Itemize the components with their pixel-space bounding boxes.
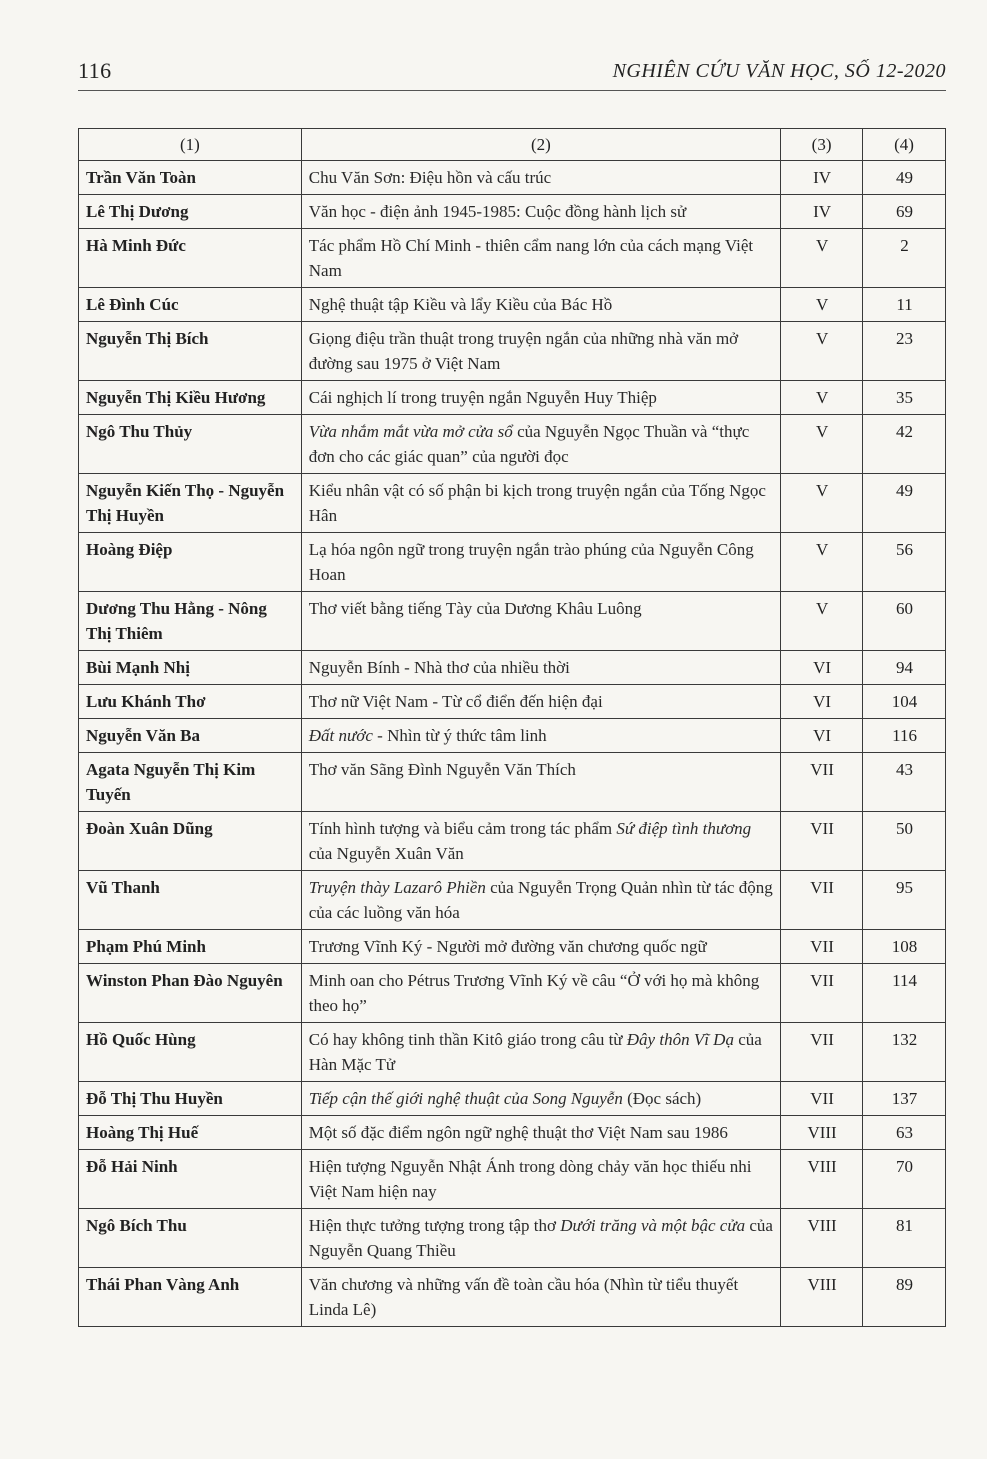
page-cell: 56 <box>863 533 946 592</box>
title-italic-segment: Sứ điệp tình thương <box>616 819 752 838</box>
issue-cell: VII <box>781 1082 863 1116</box>
table-row <box>79 964 946 1023</box>
issue-cell: VIII <box>781 1209 863 1268</box>
page-number: 116 <box>78 58 112 83</box>
page-cell: 49 <box>863 161 946 195</box>
title-cell <box>301 1209 780 1268</box>
table-row <box>79 322 946 381</box>
title-segment: Chu Văn Sơn: Điệu hồn và cấu trúc <box>308 168 552 187</box>
page-cell: 63 <box>863 1116 946 1150</box>
title-segment: của Nguyễn Quang Thiều <box>308 1216 773 1260</box>
table-row <box>79 533 946 592</box>
page-cell: 43 <box>863 753 946 812</box>
title-segment: Thơ viết bằng tiếng Tày của Dương Khâu Luông <box>308 599 642 618</box>
title-segment: Văn chương và những vấn đề toàn cầu hóa (Nhìn từ tiểu thuyết Linda Lê) <box>308 1275 739 1319</box>
table-row <box>79 685 946 719</box>
author-cell: Vũ Thanh <box>79 871 302 930</box>
table-row <box>79 288 946 322</box>
issue-cell: V <box>781 322 863 381</box>
page-cell: 116 <box>863 719 946 753</box>
title-segment: của Hàn Mặc Tử <box>308 1030 762 1074</box>
author-cell: Thái Phan Vàng Anh <box>79 1268 302 1327</box>
page-cell: 2 <box>863 229 946 288</box>
author-cell: Hoàng Điệp <box>79 533 302 592</box>
author-cell: Hoàng Thị Huế <box>79 1116 302 1150</box>
table-row <box>79 1150 946 1209</box>
table-row <box>79 1209 946 1268</box>
title-cell <box>301 381 780 415</box>
title-segment: của Nguyễn Ngọc Thuần và “thực đơn cho các giác quan” của người đọc <box>308 422 750 466</box>
page-cell: 89 <box>863 1268 946 1327</box>
issue-cell: VII <box>781 871 863 930</box>
title-cell <box>301 871 780 930</box>
title-segment: Một số đặc điểm ngôn ngữ nghệ thuật thơ Việt Nam sau 1986 <box>308 1123 728 1142</box>
author-cell: Hồ Quốc Hùng <box>79 1023 302 1082</box>
title-cell <box>301 592 780 651</box>
title-segment: của Nguyễn Trọng Quản nhìn từ tác động của các luồng văn hóa <box>308 878 773 922</box>
title-italic-segment: Đây thôn Vĩ Dạ <box>626 1030 734 1049</box>
table-row <box>79 871 946 930</box>
table-row <box>79 1116 946 1150</box>
title-cell <box>301 161 780 195</box>
table-row <box>79 1268 946 1327</box>
issue-cell: VI <box>781 651 863 685</box>
title-cell <box>301 415 780 474</box>
journal-title: NGHIÊN CỨU VĂN HỌC, SỐ 12-2020 <box>612 60 946 82</box>
page-cell: 104 <box>863 685 946 719</box>
author-cell: Nguyễn Thị Kiều Hương <box>79 381 302 415</box>
title-segment: Nguyễn Bính - Nhà thơ của nhiều thời <box>308 658 570 677</box>
title-cell <box>301 288 780 322</box>
title-segment: Thơ nữ Việt Nam - Từ cổ điển đến hiện đại <box>308 692 603 711</box>
page-cell: 70 <box>863 1150 946 1209</box>
title-cell <box>301 651 780 685</box>
issue-cell: V <box>781 381 863 415</box>
page-cell: 94 <box>863 651 946 685</box>
title-cell <box>301 1268 780 1327</box>
column-header-page: (4) <box>863 129 946 161</box>
page-cell: 50 <box>863 812 946 871</box>
issue-cell: VIII <box>781 1150 863 1209</box>
page-cell: 95 <box>863 871 946 930</box>
title-italic-segment: Vừa nhắm mắt vừa mở cửa sổ <box>308 422 513 441</box>
page-cell: 60 <box>863 592 946 651</box>
page-cell: 11 <box>863 288 946 322</box>
issue-cell: VIII <box>781 1268 863 1327</box>
title-segment: Hiện tượng Nguyễn Nhật Ánh trong dòng chảy văn học thiếu nhi Việt Nam hiện nay <box>308 1157 752 1201</box>
author-cell: Đỗ Thị Thu Huyền <box>79 1082 302 1116</box>
author-cell: Bùi Mạnh Nhị <box>79 651 302 685</box>
table-row <box>79 719 946 753</box>
issue-cell: V <box>781 229 863 288</box>
page-cell: 81 <box>863 1209 946 1268</box>
title-segment: Nghệ thuật tập Kiều và lẩy Kiều của Bác Hồ <box>308 295 613 314</box>
issue-cell: VII <box>781 930 863 964</box>
title-cell <box>301 1150 780 1209</box>
title-segment: Cái nghịch lí trong truyện ngắn Nguyễn Huy Thiệp <box>308 388 657 407</box>
author-cell: Nguyễn Thị Bích <box>79 322 302 381</box>
title-italic-segment: Đất nước <box>308 726 373 745</box>
issue-cell: IV <box>781 161 863 195</box>
table-row <box>79 592 946 651</box>
issue-cell: V <box>781 533 863 592</box>
page-cell: 35 <box>863 381 946 415</box>
author-cell: Lưu Khánh Thơ <box>79 685 302 719</box>
table-row <box>79 161 946 195</box>
table-row <box>79 753 946 812</box>
page-cell: 132 <box>863 1023 946 1082</box>
column-header-issue: (3) <box>781 129 863 161</box>
title-segment: - Nhìn từ ý thức tâm linh <box>372 726 547 745</box>
page-cell: 108 <box>863 930 946 964</box>
author-cell: Trần Văn Toàn <box>79 161 302 195</box>
author-cell: Lê Thị Dương <box>79 195 302 229</box>
table-row <box>79 930 946 964</box>
title-cell <box>301 322 780 381</box>
table-header-row <box>79 129 946 161</box>
author-cell: Đoàn Xuân Dũng <box>79 812 302 871</box>
author-cell: Dương Thu Hằng - Nông Thị Thiêm <box>79 592 302 651</box>
title-segment: Minh oan cho Pétrus Trương Vĩnh Ký về câu “Ở với họ mà không theo họ” <box>308 971 760 1015</box>
issue-cell: VII <box>781 753 863 812</box>
author-cell: Winston Phan Đào Nguyên <box>79 964 302 1023</box>
title-cell <box>301 474 780 533</box>
author-cell: Nguyễn Văn Ba <box>79 719 302 753</box>
title-cell <box>301 685 780 719</box>
title-cell <box>301 812 780 871</box>
issue-cell: VI <box>781 685 863 719</box>
issue-cell: V <box>781 288 863 322</box>
title-segment: Trương Vĩnh Ký - Người mở đường văn chương quốc ngữ <box>308 937 707 956</box>
issue-cell: VII <box>781 812 863 871</box>
title-segment: (Đọc sách) <box>622 1089 702 1108</box>
page-header <box>78 58 946 91</box>
title-segment: Có hay không tinh thần Kitô giáo trong câu từ <box>308 1030 627 1049</box>
title-segment: Tính hình tượng và biểu cảm trong tác phẩm <box>308 819 617 838</box>
title-italic-segment: Dưới trăng và một bậc cửa <box>560 1216 746 1235</box>
table-row <box>79 474 946 533</box>
page-cell: 42 <box>863 415 946 474</box>
table-row <box>79 1023 946 1082</box>
title-segment: Kiểu nhân vật có số phận bi kịch trong truyện ngắn của Tống Ngọc Hân <box>308 481 766 525</box>
title-cell <box>301 533 780 592</box>
title-cell <box>301 930 780 964</box>
page-cell: 23 <box>863 322 946 381</box>
title-cell <box>301 753 780 812</box>
issue-cell: VIII <box>781 1116 863 1150</box>
page-cell: 49 <box>863 474 946 533</box>
author-cell: Lê Đình Cúc <box>79 288 302 322</box>
issue-cell: V <box>781 474 863 533</box>
table-row <box>79 812 946 871</box>
title-cell <box>301 1023 780 1082</box>
title-cell <box>301 1082 780 1116</box>
author-cell: Ngô Bích Thu <box>79 1209 302 1268</box>
title-segment: Hiện thực tưởng tượng trong tập thơ <box>308 1216 561 1235</box>
table-row <box>79 1082 946 1116</box>
table-row <box>79 195 946 229</box>
issue-cell: V <box>781 592 863 651</box>
table-row <box>79 381 946 415</box>
issue-cell: VII <box>781 964 863 1023</box>
issue-cell: VII <box>781 1023 863 1082</box>
title-segment: của Nguyễn Xuân Văn <box>308 844 464 863</box>
title-cell <box>301 1116 780 1150</box>
title-cell <box>301 195 780 229</box>
author-cell: Agata Nguyễn Thị Kim Tuyến <box>79 753 302 812</box>
page-cell: 114 <box>863 964 946 1023</box>
article-index-table <box>78 128 946 1327</box>
title-italic-segment: Truyện thày Lazarô Phiền <box>308 878 486 897</box>
title-segment: Lạ hóa ngôn ngữ trong truyện ngắn trào phúng của Nguyễn Công Hoan <box>308 540 754 584</box>
column-header-title: (2) <box>301 129 780 161</box>
author-cell: Hà Minh Đức <box>79 229 302 288</box>
page-cell: 69 <box>863 195 946 229</box>
table-row <box>79 415 946 474</box>
issue-cell: VI <box>781 719 863 753</box>
author-cell: Ngô Thu Thủy <box>79 415 302 474</box>
title-segment: Tác phẩm Hồ Chí Minh - thiên cẩm nang lớn của cách mạng Việt Nam <box>308 236 754 280</box>
title-italic-segment: Tiếp cận thế giới nghệ thuật của Song Nguyễn <box>308 1089 623 1108</box>
author-cell: Đỗ Hải Ninh <box>79 1150 302 1209</box>
title-cell <box>301 229 780 288</box>
author-cell: Phạm Phú Minh <box>79 930 302 964</box>
page-cell: 137 <box>863 1082 946 1116</box>
title-segment: Văn học - điện ảnh 1945-1985: Cuộc đồng hành lịch sử <box>308 202 687 221</box>
table-row <box>79 651 946 685</box>
issue-cell: V <box>781 415 863 474</box>
title-cell <box>301 719 780 753</box>
title-segment: Thơ văn Sãng Đình Nguyễn Văn Thích <box>308 760 576 779</box>
column-header-author: (1) <box>79 129 302 161</box>
table-row <box>79 229 946 288</box>
title-cell <box>301 964 780 1023</box>
issue-cell: IV <box>781 195 863 229</box>
title-segment: Giọng điệu trần thuật trong truyện ngắn của những nhà văn mở đường sau 1975 ở Việt Nam <box>308 329 739 373</box>
author-cell: Nguyễn Kiến Thọ - Nguyễn Thị Huyền <box>79 474 302 533</box>
